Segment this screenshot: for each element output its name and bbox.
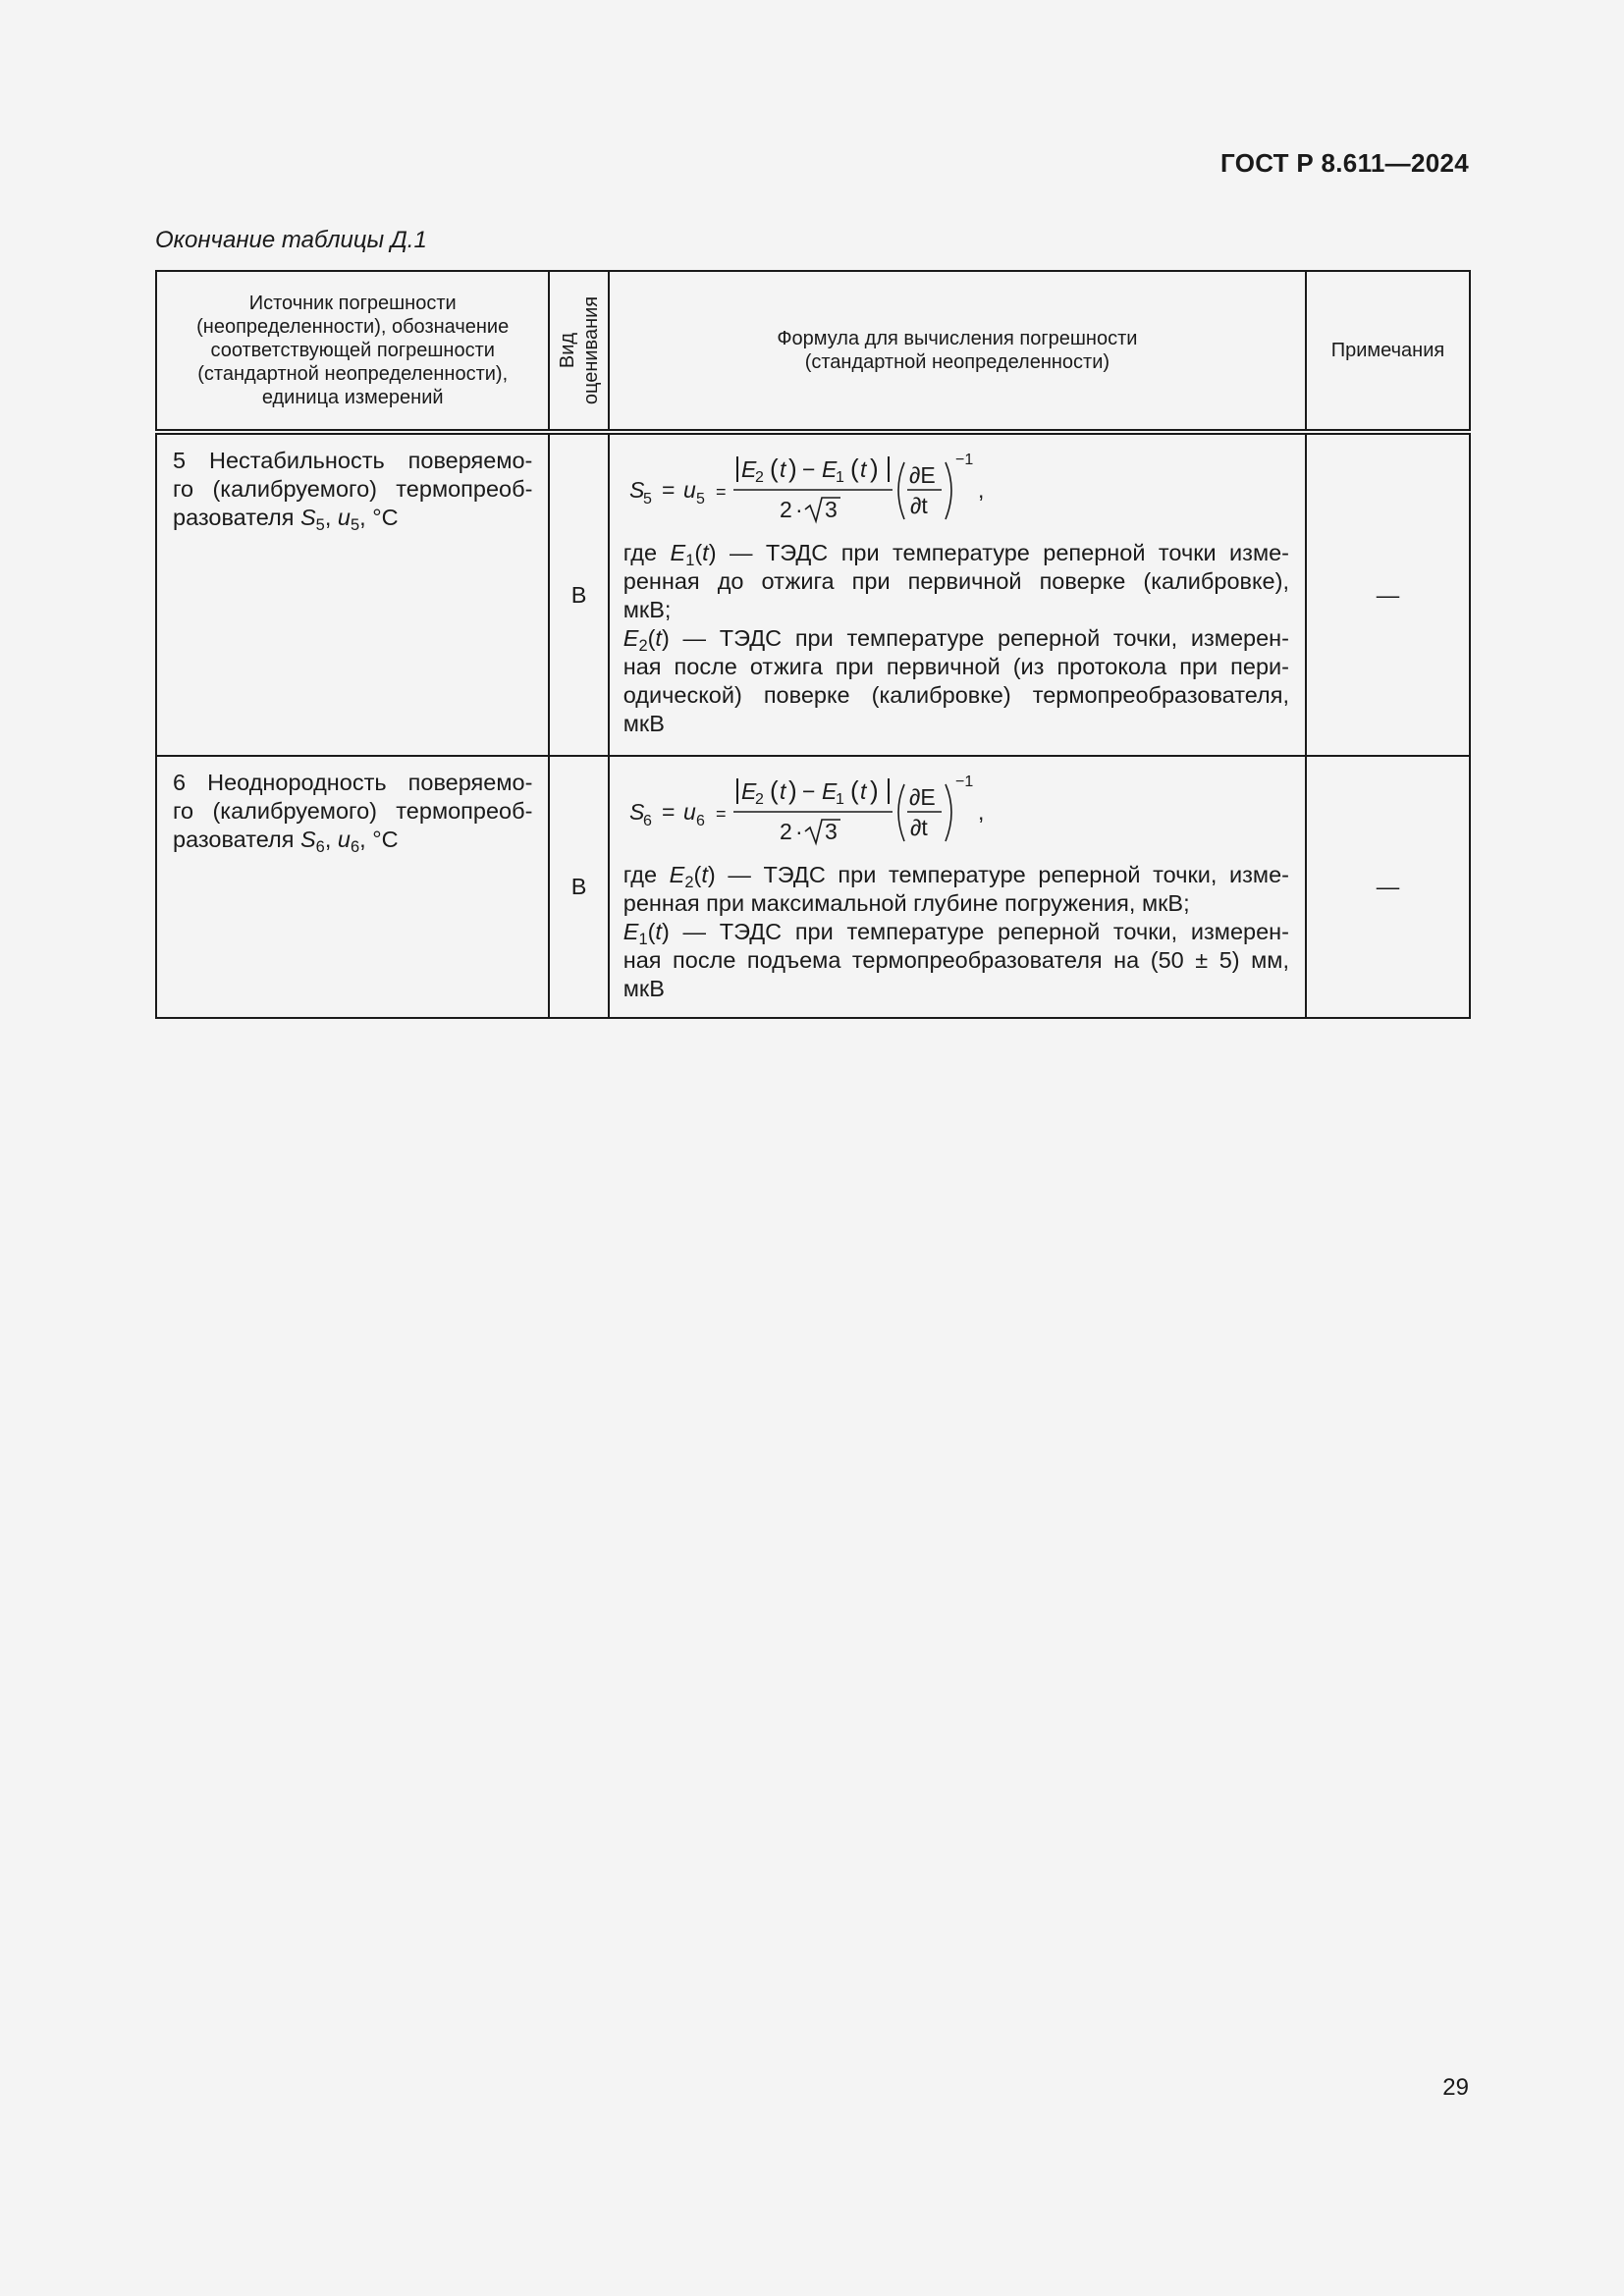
desc-sub: 1 <box>685 552 695 569</box>
column-header-formula <box>609 271 1306 432</box>
exponent: −1 <box>954 452 973 468</box>
desc-arg: (t) <box>647 625 670 651</box>
symbol-u: u <box>337 505 351 530</box>
desc-text: — ТЭДС при температуре реперной точки, изме- <box>715 862 1289 887</box>
desc-line: мкВ; <box>623 597 672 622</box>
desc-line: ренная при максимальной глубине погружения, мкВ; <box>623 890 1190 916</box>
num-paren-close: ) <box>787 775 797 805</box>
desc-symbol: E <box>623 625 639 651</box>
source-line: 6 Неоднородность поверяемо- <box>173 770 533 795</box>
error-sources-table <box>155 270 1471 1019</box>
note-cell: — <box>1306 756 1470 1018</box>
formula-comma: , <box>977 799 985 825</box>
desc-arg: (t) <box>694 540 717 565</box>
symbol-s-sub: 6 <box>315 838 325 856</box>
desc-sub: 1 <box>638 931 648 948</box>
num-e2: E <box>740 778 757 804</box>
column-header-kind <box>549 271 608 432</box>
desc-symbol: E <box>670 540 686 565</box>
num-e1-sub: 1 <box>835 791 844 808</box>
table-caption: Окончание таблицы Д.1 <box>155 227 427 253</box>
symbol-u: u <box>337 827 351 852</box>
document-code: ГОСТ Р 8.611—2024 <box>1220 148 1469 178</box>
source-line: го (калибруемого) термопреоб- <box>173 798 533 824</box>
formula-cell <box>609 432 1306 756</box>
desc-arg: (t) <box>693 862 716 887</box>
desc-text: — ТЭДС при температуре реперной точки изме- <box>716 540 1289 565</box>
symbol-u-sub: 5 <box>350 516 360 534</box>
desc-line <box>623 539 1289 567</box>
num-t2: t <box>859 456 867 482</box>
num-e2: E <box>740 456 757 482</box>
deriv-den: ∂t <box>909 815 928 840</box>
formula-lhs-s-sub: 6 <box>642 813 652 829</box>
page-number: 29 <box>1442 2074 1469 2101</box>
num-paren-close2: ) <box>869 454 879 483</box>
column-header-formula-text: Формула для вычисления погрешности (стандартной неопределенности) <box>777 328 1138 373</box>
table-row <box>156 756 1470 1018</box>
symbol-s: S <box>299 505 316 530</box>
big-paren-right <box>946 462 951 519</box>
big-paren-left <box>898 462 904 519</box>
column-header-source-text: Источник погрешности (неопределенности), обозначение соответствующей погрешности (стандартной неопределенности), единица измерений <box>196 293 510 408</box>
formula-lhs-s: S <box>628 799 645 825</box>
desc-line <box>623 624 1289 653</box>
unit: °С <box>372 827 399 852</box>
note-cell: — <box>1306 432 1470 756</box>
source-text: разователя <box>173 505 300 530</box>
source-line-symbols: разователя $S_6$, $u_6$, °С <box>173 827 399 856</box>
desc-prefix: где <box>623 540 671 565</box>
formula-s5 <box>629 451 1022 531</box>
desc-line <box>623 861 1289 889</box>
num-e1: E <box>821 456 838 482</box>
desc-line <box>623 918 1289 946</box>
formula-description <box>623 539 1289 738</box>
source-text: разователя <box>173 827 300 852</box>
formula-eq1: = <box>661 477 676 503</box>
table-row <box>156 432 1470 756</box>
den-two: 2 <box>779 497 792 522</box>
desc-symbol: E <box>669 862 685 887</box>
desc-prefix: где <box>623 862 670 887</box>
formula-lhs-u-sub: 5 <box>695 491 705 507</box>
formula-description <box>623 861 1289 1003</box>
den-three: 3 <box>824 819 838 844</box>
num-t1: t <box>779 778 786 804</box>
kind-cell: В <box>549 432 608 756</box>
formula-eq2: = <box>715 804 727 824</box>
desc-sub: 2 <box>638 637 648 655</box>
den-dot: · <box>794 497 803 522</box>
table-header-row <box>156 271 1470 432</box>
num-paren-open2: ( <box>849 454 859 483</box>
num-paren-open: ( <box>769 775 779 805</box>
den-dot: · <box>794 819 803 844</box>
desc-line: ренная до отжига при первичной поверке (калибровке), <box>623 568 1289 594</box>
formula-lhs-u-sub: 6 <box>695 813 705 829</box>
desc-line: одической) поверке (калибровке) термопреобразователя, <box>623 682 1289 708</box>
desc-line: мкВ <box>623 976 665 1001</box>
column-header-kind-text <box>556 296 603 404</box>
source-cell <box>156 432 549 756</box>
big-paren-left <box>898 784 904 841</box>
desc-arg: (t) <box>647 919 670 944</box>
source-cell <box>156 756 549 1018</box>
num-e1: E <box>821 778 838 804</box>
formula-eq2: = <box>715 482 727 502</box>
formula-lhs-u: u <box>682 477 696 503</box>
num-t1: t <box>779 456 786 482</box>
num-e1-sub: 1 <box>835 469 844 486</box>
column-header-source <box>156 271 549 432</box>
formula-lhs-u: u <box>682 799 696 825</box>
symbol-s-sub: 5 <box>315 516 325 534</box>
source-line: го (калибруемого) термопреоб- <box>173 476 533 502</box>
num-minus: − <box>801 456 816 482</box>
formula-comma: , <box>977 477 985 503</box>
column-header-kind-line2: оценивания <box>579 295 602 405</box>
desc-line: мкВ <box>623 711 665 736</box>
desc-sub: 2 <box>684 874 694 891</box>
num-paren-open2: ( <box>849 775 859 805</box>
deriv-num: ∂E <box>908 462 936 488</box>
deriv-den: ∂t <box>909 493 928 518</box>
formula-eq1: = <box>661 799 676 825</box>
source-line: 5 Нестабильность поверяемо- <box>173 448 533 473</box>
symbol-s: S <box>299 827 316 852</box>
source-line-symbols: разователя $S_5$, $u_5$, °С <box>173 505 399 534</box>
formula-s6 <box>629 773 1022 853</box>
exponent: −1 <box>954 774 973 790</box>
column-header-notes <box>1306 271 1470 432</box>
den-two: 2 <box>779 819 792 844</box>
num-e2-sub: 2 <box>754 469 764 486</box>
formula-lhs-s: S <box>628 477 645 503</box>
desc-text: — ТЭДС при температуре реперной точки, измерен- <box>669 625 1289 651</box>
num-minus: − <box>801 778 816 804</box>
num-e2-sub: 2 <box>754 791 764 808</box>
formula-lhs-s-sub: 5 <box>642 491 652 507</box>
num-paren-open: ( <box>769 454 779 483</box>
desc-line: ная после подъема термопреобразователя на (50 ± 5) мм, <box>623 947 1289 973</box>
num-paren-close2: ) <box>869 775 879 805</box>
num-t2: t <box>859 778 867 804</box>
den-three: 3 <box>824 497 838 522</box>
symbol-u-sub: 6 <box>350 838 360 856</box>
deriv-num: ∂E <box>908 784 936 810</box>
desc-line: ная после отжига при первичной (из протокола при пери- <box>623 654 1289 679</box>
num-paren-close: ) <box>787 454 797 483</box>
formula-cell <box>609 756 1306 1018</box>
desc-text: — ТЭДС при температуре реперной точки, измерен- <box>669 919 1289 944</box>
big-paren-right <box>946 784 951 841</box>
column-header-notes-text: Примечания <box>1330 340 1445 361</box>
unit: °С <box>372 505 399 530</box>
column-header-kind-line1: Вид <box>556 332 578 369</box>
desc-symbol: E <box>623 919 639 944</box>
kind-cell: В <box>549 756 608 1018</box>
